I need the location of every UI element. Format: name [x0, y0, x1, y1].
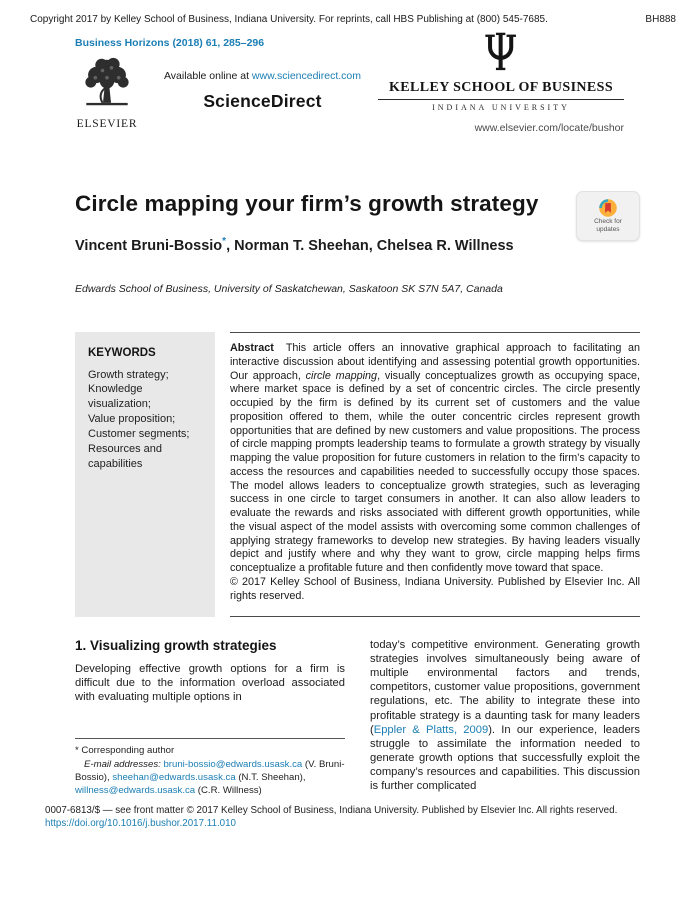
check-updates-line2: updates	[596, 226, 620, 233]
footnote-divider	[75, 738, 345, 739]
sciencedirect-url-link[interactable]: www.sciencedirect.com	[251, 70, 362, 82]
right-paragraph-part2: ). In our experience, leaders struggle to assimilate the information needed to generate growth options that successfully exploit the company’s resources and capabilities. This discussion is further complicated	[370, 723, 640, 793]
email-addresses-note	[75, 758, 345, 798]
abstract-body-part1: This article offers an innovative graphical approach to facilitating an interactive discussion about identifying and assessing potential growth opportunities. Our approach,	[230, 342, 640, 382]
abstract-body-part2: , visually conceptualizes growth as occupying space, where market space is defined by a set of concentric circles. The circle presently occupied by the firm is defined by its current set of customers and the value proposition offered to them, while the outer concentric circles represent growth opportunities that are defined by new customers and value propositions. The process of circle mapping prompts leadership teams to formulate a growth strategy by visually mapping the value proposition for future customers in relation to the firm’s capacity to access the resources and capabilities needed to successfully occupy those spaces. The model allows leaders to conceptualize growth strategies, such as leveraging success in one circle to target consumers in another. It can also allow leaders to evaluate the rewards and risks associated with different growth opportunities, while the visual aspect of the model assists with overcoming some common challenges of applying strategy frameworks to develop new strategies. By having leaders visually depict and justify where and why they want to grow, circle mapping helps firms conceptualize a profitable future and then confidently move toward that space.	[230, 369, 640, 575]
top-copyright-strip	[30, 14, 676, 25]
footnote-block	[75, 738, 345, 797]
section-1-heading: 1. Visualizing growth strategies	[75, 638, 277, 653]
left-column	[75, 638, 345, 797]
kelley-school-title: KELLEY SCHOOL OF BUSINESS	[388, 80, 614, 95]
email-attribution: (V. Bruni-Bossio),	[75, 758, 345, 783]
abstract-copyright: © 2017 Kelley School of Business, Indiana University. Published by Elsevier Inc. All rights reserved.	[230, 576, 640, 602]
iu-trident-icon	[483, 32, 518, 72]
citation-link-eppler-platts[interactable]: Eppler & Platts, 2009	[373, 723, 489, 736]
keyword-item: Customer segments;	[88, 427, 190, 440]
author-affiliation: Edwards School of Business, University of Saskatchewan, Saskatoon SK S7N 5A7, Canada	[75, 283, 503, 295]
indiana-university-subtitle: INDIANA UNIVERSITY	[432, 103, 570, 112]
sciencedirect-wordmark: ScienceDirect	[203, 91, 322, 111]
corresponding-author-marker: *	[222, 236, 227, 247]
keyword-item: Value proposition;	[88, 413, 176, 426]
kelley-divider	[378, 99, 624, 100]
document-code: BH888	[645, 14, 676, 25]
keywords-heading: KEYWORDS	[88, 347, 156, 359]
author-list	[75, 236, 615, 254]
abstract-column	[230, 332, 640, 617]
right-paragraph-part1: today’s competitive environment. Generating growth strategies involves simultaneously being aware of multiple environmental factors and trends, competitors, customer value propositions, government regulations, etc. The ability to integrate these into profitable strategy is a daunting task for many leaders (	[370, 639, 640, 736]
elsevier-logo-block	[73, 56, 141, 130]
doi-link[interactable]: https://doi.org/10.1016/j.bushor.2017.11.010	[45, 818, 237, 830]
section-1-right-paragraph	[370, 638, 640, 793]
abstract-label: Abstract	[230, 342, 274, 354]
article-title: Circle mapping your firm’s growth strategy	[75, 191, 539, 216]
journal-citation-link[interactable]: Business Horizons (2018) 61, 285–296	[75, 37, 265, 49]
email-link-sheehan[interactable]: sheehan@edwards.usask.ca	[112, 771, 236, 783]
abstract-italic-phrase: circle mapping	[305, 369, 378, 382]
email-addresses-label: E-mail addresses:	[84, 758, 164, 770]
right-column	[370, 638, 640, 797]
corresponding-author-note: * Corresponding author	[75, 745, 175, 757]
authors-rest: , Norman T. Sheehan, Chelsea R. Willness	[226, 237, 514, 254]
keyword-item: Growth strategy;	[88, 368, 169, 381]
section-1-left-paragraph: Developing effective growth options for a firm is difficult due to the information overload associated with evaluating multiple options in	[75, 663, 345, 704]
email-link-willness[interactable]: willness@edwards.usask.ca	[75, 785, 196, 797]
keyword-item: Knowledge visualization;	[88, 383, 151, 411]
check-for-updates-badge[interactable]	[576, 191, 640, 241]
reprint-copyright-text: Copyright 2017 by Kelley School of Business, Indiana University. For reprints, call HBS Publishing at (800) 545-7685.	[30, 14, 548, 25]
available-online-text: Available online at	[163, 70, 252, 82]
check-updates-line1: Check for	[594, 217, 622, 225]
footer-block	[45, 804, 670, 830]
elsevier-tree-logo-icon	[80, 56, 134, 112]
journal-homepage-url: www.elsevier.com/locate/bushor	[474, 122, 624, 134]
issn-front-matter-line: 0007-6813/$ — see front matter © 2017 Kelley School of Business, Indiana University. Published by Elsevier Inc. All rights reserved.	[45, 805, 618, 816]
crossmark-icon	[598, 198, 618, 218]
email-attribution: (N.T. Sheehan),	[235, 771, 306, 783]
abstract-text	[230, 342, 640, 576]
author-first: Vincent Bruni-Bossio	[75, 237, 223, 254]
kelley-logo-block	[378, 32, 624, 134]
abstract-section	[75, 332, 640, 617]
keyword-item: Resources and capabilities	[88, 442, 162, 470]
email-attribution: (C.R. Willness)	[195, 785, 262, 797]
keywords-box	[75, 332, 215, 617]
elsevier-wordmark: ELSEVIER	[76, 118, 138, 130]
sciencedirect-block	[150, 70, 375, 112]
email-link-bruni-bossio[interactable]: bruni-bossio@edwards.usask.ca	[163, 758, 303, 770]
body-columns	[75, 638, 640, 797]
